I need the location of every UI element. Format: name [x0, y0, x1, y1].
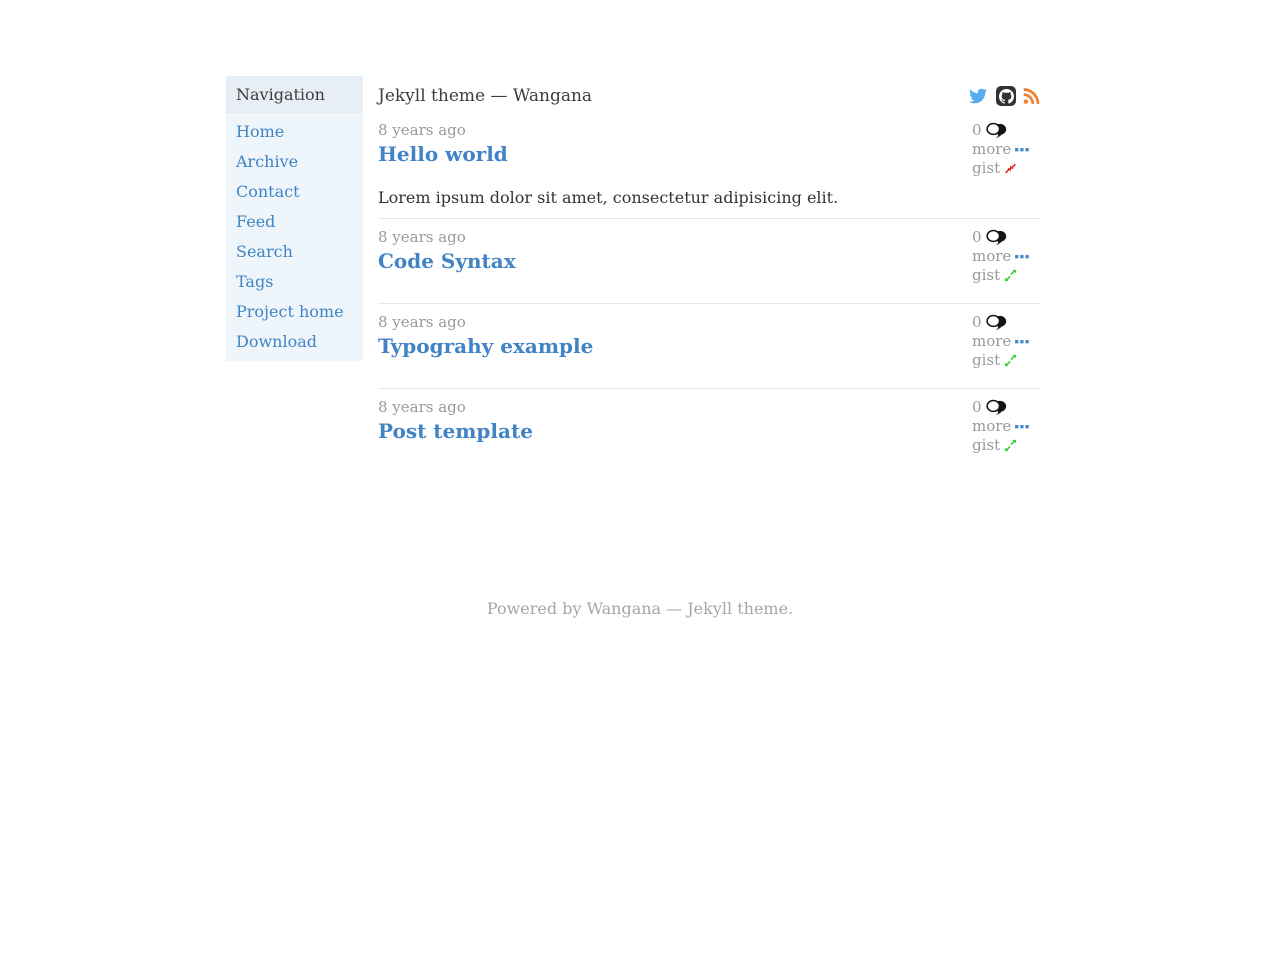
rss-icon[interactable] [1023, 87, 1040, 105]
more-label: more [972, 140, 1012, 158]
comments-count: 0 [972, 313, 982, 331]
sidebar-item-download[interactable]: Download [236, 332, 317, 351]
gist-link[interactable] [972, 266, 1040, 285]
comments-link[interactable] [972, 313, 1040, 332]
post-meta [972, 121, 1040, 178]
sidebar-item-list [226, 115, 363, 361]
gist-link[interactable] [972, 351, 1040, 370]
post-title-link[interactable]: Code Syntax [378, 249, 516, 273]
comments-link[interactable] [972, 228, 1040, 247]
post-title-link[interactable]: Hello world [378, 142, 508, 166]
post-meta [972, 313, 1040, 370]
navigation-sidebar [226, 76, 363, 361]
expand-icon [1004, 354, 1017, 367]
twitter-icon[interactable] [967, 87, 989, 105]
post-meta [972, 228, 1040, 285]
post-meta [972, 398, 1040, 455]
post-date: 8 years ago [378, 398, 466, 416]
comments-link[interactable] [972, 398, 1040, 417]
sidebar-header: Navigation [226, 76, 363, 115]
post-item [378, 304, 1040, 389]
more-label: more [972, 417, 1012, 435]
comments-icon [986, 314, 1007, 331]
gist-label: gist [972, 436, 1001, 454]
post-date: 8 years ago [378, 313, 466, 331]
comments-link[interactable] [972, 121, 1040, 140]
more-link[interactable] [972, 247, 1040, 266]
more-link[interactable] [972, 332, 1040, 351]
expand-icon [1004, 269, 1017, 282]
main-content [378, 76, 1040, 473]
more-label: more [972, 247, 1012, 265]
sidebar-item-home[interactable]: Home [236, 122, 285, 141]
gist-label: gist [972, 159, 1001, 177]
gist-label: gist [972, 266, 1001, 284]
gist-link[interactable] [972, 436, 1040, 455]
social-links [967, 86, 1040, 106]
more-link[interactable] [972, 140, 1040, 159]
comments-icon [986, 229, 1007, 246]
more-link[interactable] [972, 417, 1040, 436]
ellipsis-icon [1015, 425, 1029, 429]
post-title-link[interactable]: Typograhy example [378, 334, 594, 358]
sidebar-item-project-home[interactable]: Project home [236, 302, 344, 321]
sidebar-item-search[interactable]: Search [236, 242, 293, 261]
compress-icon [1004, 162, 1017, 175]
site-title: Jekyll theme — Wangana [378, 86, 593, 106]
comments-count: 0 [972, 121, 982, 139]
site-header [378, 76, 1040, 116]
comments-icon [986, 122, 1007, 139]
post-date: 8 years ago [378, 121, 466, 139]
expand-icon [1004, 439, 1017, 452]
post-item [378, 116, 1040, 219]
comments-count: 0 [972, 398, 982, 416]
ellipsis-icon [1015, 148, 1029, 152]
sidebar-item-archive[interactable]: Archive [236, 152, 299, 171]
comments-count: 0 [972, 228, 982, 246]
ellipsis-icon [1015, 340, 1029, 344]
gist-link[interactable] [972, 159, 1040, 178]
post-excerpt: Lorem ipsum dolor sit amet, consectetur adipisicing elit. [378, 188, 839, 207]
post-item [378, 389, 1040, 473]
sidebar-item-feed[interactable]: Feed [236, 212, 276, 231]
post-title-link[interactable]: Post template [378, 419, 533, 443]
comments-icon [986, 399, 1007, 416]
footer-text: Powered by Wangana — Jekyll theme. [486, 599, 794, 618]
post-item [378, 219, 1040, 304]
gist-label: gist [972, 351, 1001, 369]
github-icon[interactable] [996, 86, 1016, 106]
sidebar-item-tags[interactable]: Tags [236, 272, 274, 291]
sidebar-item-contact[interactable]: Contact [236, 182, 300, 201]
post-date: 8 years ago [378, 228, 466, 246]
more-label: more [972, 332, 1012, 350]
ellipsis-icon [1015, 255, 1029, 259]
